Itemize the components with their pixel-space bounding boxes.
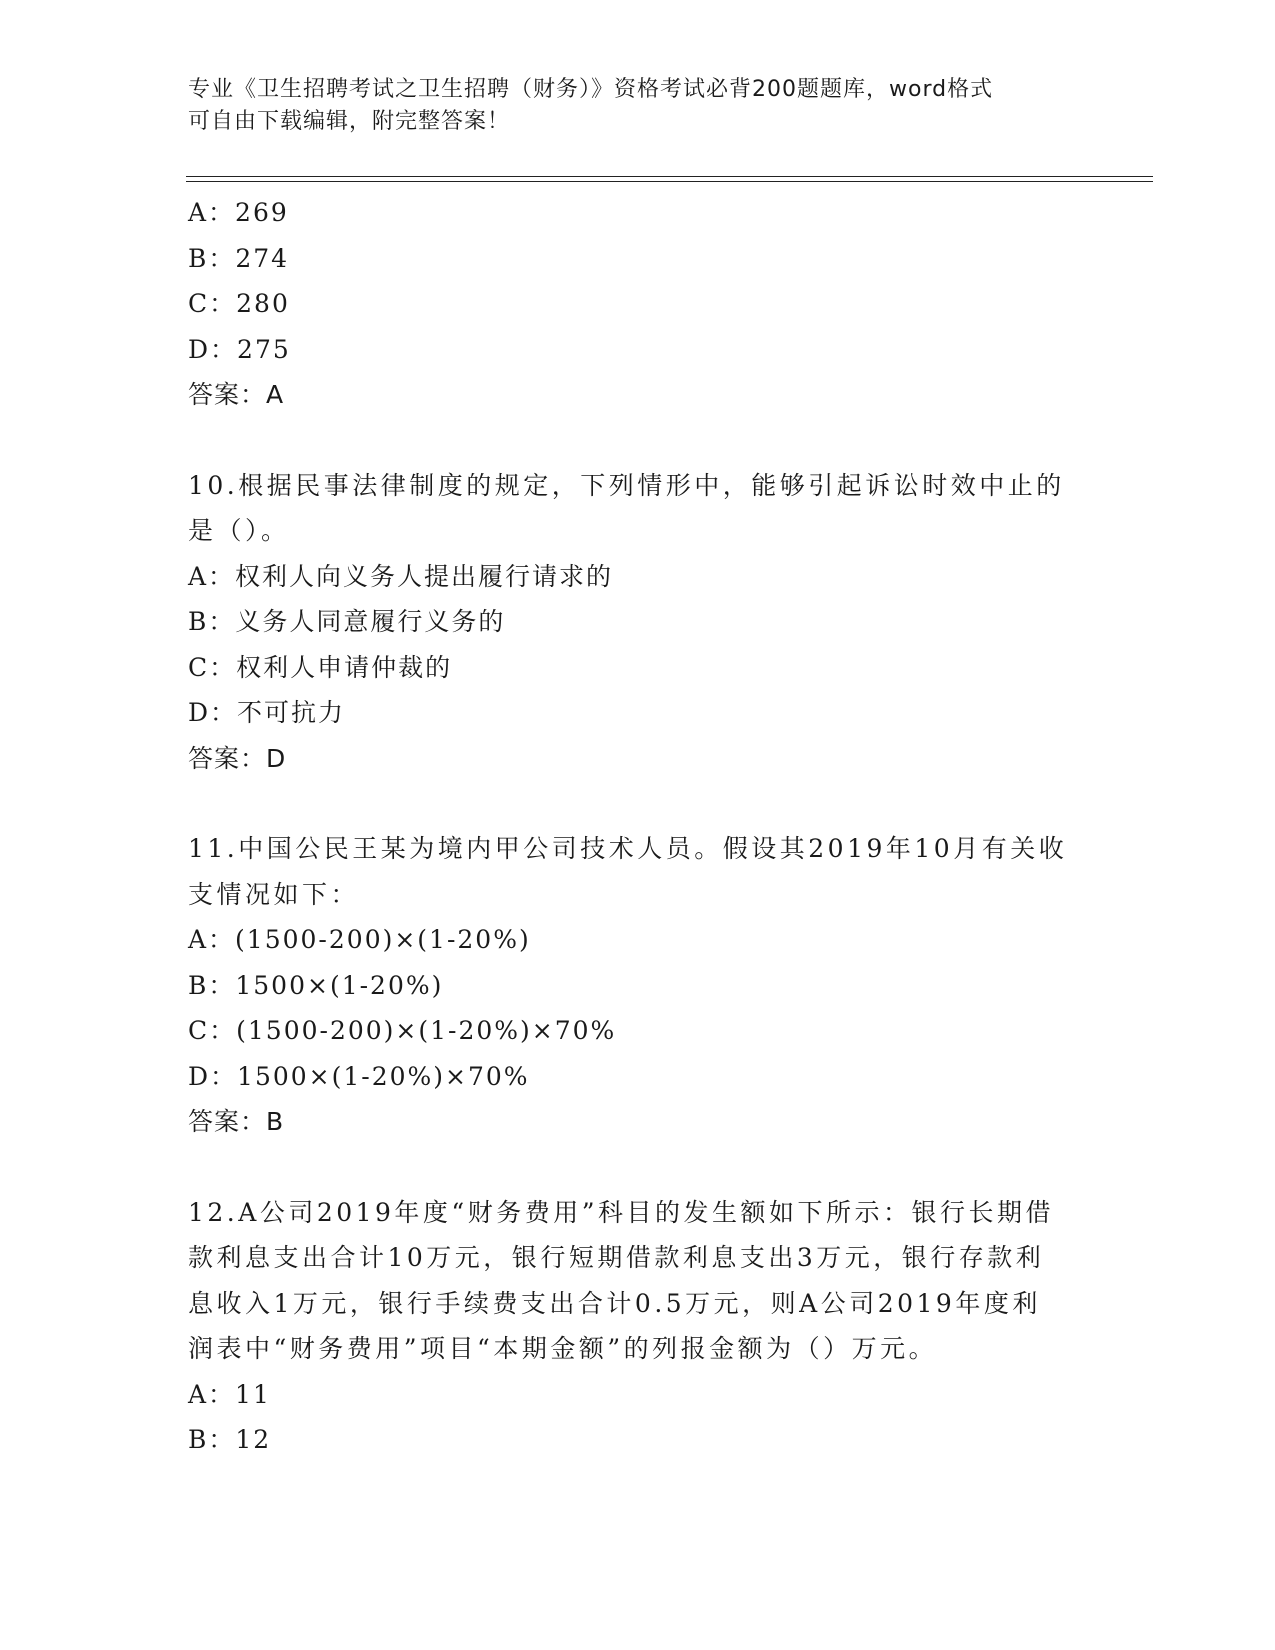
question-text-line: 息收入1万元，银行手续费支出合计0.5万元，则A公司2019年度利 xyxy=(188,1288,1041,1318)
option-b: B：义务人同意履行义务的 xyxy=(188,607,506,636)
question-12 xyxy=(188,1190,1088,1463)
answer-line: 答案：D xyxy=(188,743,287,773)
question-text-line: 润表中“财务费用”项目“本期金额”的列报金额为（）万元。 xyxy=(188,1334,938,1363)
header-divider-bottom xyxy=(186,181,1153,182)
spacer xyxy=(188,1145,1088,1190)
option-b: B：12 xyxy=(188,1425,272,1454)
question-11 xyxy=(188,826,1088,1145)
header-divider-top xyxy=(186,176,1153,177)
option-d: D：275 xyxy=(188,334,291,364)
document-header xyxy=(188,74,1088,138)
option-d: D：1500×(1-20%)×70% xyxy=(188,1061,530,1091)
header-line-2: 可自由下载编辑，附完整答案！ xyxy=(188,109,511,134)
header-line-1: 专业《卫生招聘考试之卫生招聘（财务）》资格考试必背200题题库，word格式 xyxy=(188,77,994,102)
question-list xyxy=(188,190,1088,1463)
question-text-line: 12.A公司2019年度“财务费用”科目的发生额如下所示：银行长期借 xyxy=(188,1197,1054,1227)
spacer xyxy=(188,781,1088,826)
question-text-line: 10.根据民事法律制度的规定，下列情形中，能够引起诉讼时效中止的 xyxy=(188,470,1065,500)
option-c: C：280 xyxy=(188,289,290,318)
question-text-line: 支情况如下： xyxy=(188,879,360,909)
option-a: A：269 xyxy=(188,198,289,227)
option-c: C：(1500-200)×(1-20%)×70% xyxy=(188,1016,617,1045)
option-c: C：权利人申请仲裁的 xyxy=(188,652,453,682)
question-9-partial xyxy=(188,190,1088,418)
question-text-line: 款利息支出合计10万元，银行短期借款利息支出3万元，银行存款利 xyxy=(188,1243,1045,1272)
question-text-line: 是（）。 xyxy=(188,516,290,545)
option-b: B：1500×(1-20%) xyxy=(188,970,444,1000)
question-10 xyxy=(188,463,1088,782)
answer-line: 答案：B xyxy=(188,1107,285,1136)
option-a: A：权利人向义务人提出履行请求的 xyxy=(188,561,614,591)
option-a: A：11 xyxy=(188,1379,271,1409)
option-a: A：(1500-200)×(1-20%) xyxy=(188,925,531,954)
answer-line: 答案：A xyxy=(188,380,285,409)
option-d: D：不可抗力 xyxy=(188,698,346,727)
option-b: B：274 xyxy=(188,243,290,273)
question-text-line: 11.中国公民王某为境内甲公司技术人员。假设其2019年10月有关收 xyxy=(188,834,1068,863)
spacer xyxy=(188,418,1088,463)
